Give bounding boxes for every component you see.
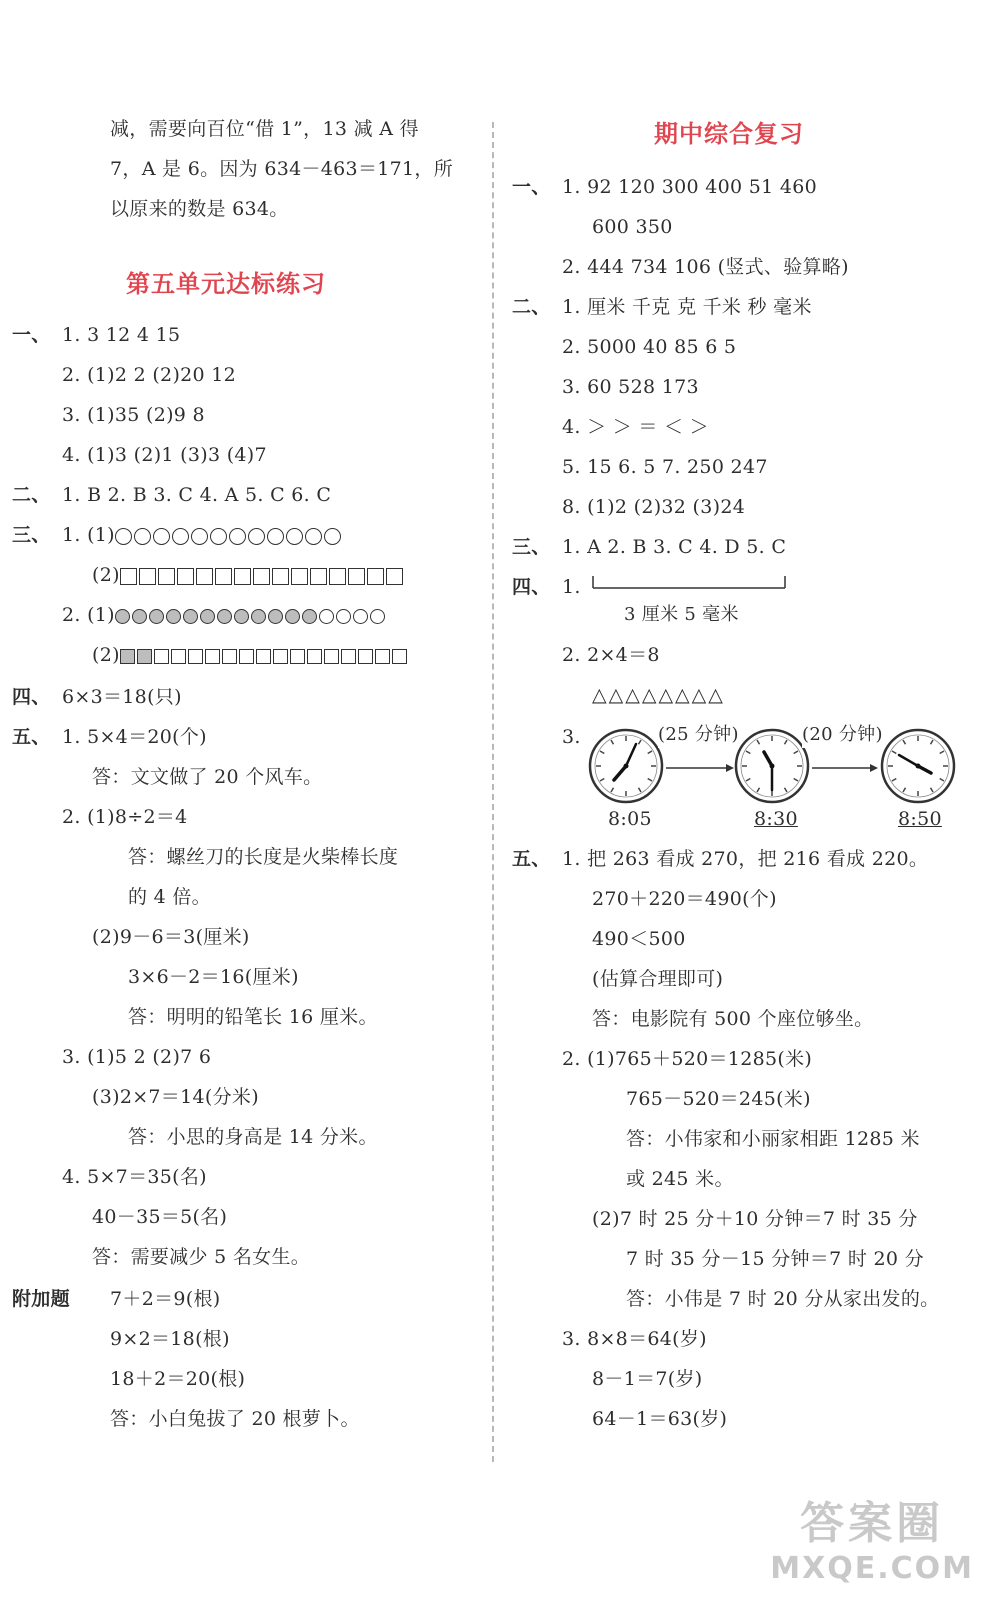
- s5-q2-answer-1: 答：螺丝刀的长度是火柴棒长度: [128, 846, 399, 868]
- arrow-1-icon: [666, 764, 734, 772]
- unit5-title: 第五单元达标练习: [126, 270, 326, 298]
- r-s5-q3a: 3. 8×8＝64(岁): [562, 1328, 707, 1350]
- s3-q2-row2: [92, 642, 407, 668]
- r-s5-q2c: (2)7 时 25 分＋10 分钟＝7 时 35 分: [592, 1208, 918, 1230]
- square-row-2: [120, 649, 407, 664]
- watermark-logo: [770, 1487, 974, 1586]
- r-s2-q5: 5. 15 6. 5 7. 250 247: [562, 456, 768, 478]
- r-s5-q2-answer-3: 答：小伟是 7 时 20 分从家出发的。: [626, 1288, 940, 1310]
- r-section-3-label: 三、: [512, 536, 551, 558]
- r-s4-q3: 3.: [562, 726, 581, 748]
- section-1-label: 一、: [12, 324, 51, 346]
- r-s2-q4: 4. ＞ ＞ ＝ ＜ ＞: [562, 416, 709, 438]
- clock-2-icon: [736, 730, 808, 802]
- r-s1-q1b: 600 350: [592, 216, 673, 238]
- s5-q3b: (3)2×7＝14(分米): [92, 1086, 259, 1108]
- s3-q1-row1: [62, 522, 341, 548]
- triangle-row: △△△△△△△△: [592, 684, 725, 706]
- s5-q2b: (2)9－6＝3(厘米): [92, 926, 250, 948]
- clock-1-icon: [590, 730, 662, 802]
- time-label-3: 8:50: [898, 808, 942, 830]
- r-s1-q2: 2. 444 734 106 (竖式、验算略): [562, 256, 849, 278]
- r-s5-q2b: 765－520＝245(米): [626, 1088, 811, 1110]
- bonus-line-3: 18＋2＝20(根): [110, 1368, 246, 1390]
- time-label-1: 8:05: [608, 808, 652, 830]
- circle-row-2: [115, 609, 385, 624]
- r-s5-q1b: 270＋220＝490(个): [592, 888, 777, 910]
- section-3-label: 三、: [12, 524, 51, 546]
- r-s2-q1: 1. 厘米 千克 克 千米 秒 毫米: [562, 296, 812, 318]
- section-5-label: 五、: [12, 726, 51, 748]
- r-s2-q8: 8. (1)2 (2)32 (3)24: [562, 496, 746, 518]
- s5-q1: 1. 5×4＝20(个): [62, 726, 207, 748]
- r-section-2-label: 二、: [512, 296, 551, 318]
- intro-line-2: 7，A 是 6。因为 634－463＝171，所: [110, 158, 454, 180]
- s3-q2b-label: (2): [92, 644, 120, 666]
- section-4-label: 四、: [12, 686, 51, 708]
- s5-q2-answer-3: 答：明明的铅笔长 16 厘米。: [128, 1006, 378, 1028]
- watermark-line-2: MXQE.COM: [770, 1551, 974, 1586]
- r-s3-answers: 1. A 2. B 3. C 4. D 5. C: [562, 536, 787, 558]
- s3-q1-row2: [92, 562, 403, 588]
- r-s5-q1a: 1. 把 263 看成 270，把 216 看成 220。: [562, 848, 929, 870]
- watermark-line-1: 答案圈: [800, 1498, 945, 1549]
- time-label-2: 8:30: [754, 808, 798, 830]
- intro-line-1: 减，需要向百位“借 1”，13 减 A 得: [110, 118, 419, 140]
- bonus-label: 附加题: [12, 1288, 70, 1310]
- segment-caption: 3 厘米 5 毫米: [624, 604, 739, 625]
- s2-answers: 1. B 2. B 3. C 4. A 5. C 6. C: [62, 484, 332, 506]
- s1-q1: 1. 3 12 4 15: [62, 324, 181, 346]
- r-s5-q1d: (估算合理即可): [592, 968, 724, 990]
- arrow-2-icon: [812, 764, 878, 772]
- midterm-title: 期中综合复习: [654, 120, 804, 148]
- line-segment: [592, 574, 788, 594]
- s3-q1a-label: 1. (1): [62, 524, 115, 546]
- s1-q2: 2. (1)2 2 (2)20 12: [62, 364, 237, 386]
- clock-3-icon: [882, 730, 954, 802]
- r-s5-q3c: 64－1＝63(岁): [592, 1408, 728, 1430]
- bonus-line-1: 7＋2＝9(根): [110, 1288, 221, 1310]
- r-s4-q1: 1.: [562, 576, 581, 598]
- section-2-label: 二、: [12, 484, 51, 506]
- r-s5-q1-answer: 答：电影院有 500 个座位够坐。: [592, 1008, 874, 1030]
- s5-q2-answer-2: 的 4 倍。: [128, 886, 211, 908]
- r-section-4-label: 四、: [512, 576, 551, 598]
- s5-q4a: 4. 5×7＝35(名): [62, 1166, 207, 1188]
- r-s5-q2-answer-2: 或 245 米。: [626, 1168, 734, 1190]
- s5-q1-answer: 答：文文做了 20 个风车。: [92, 766, 323, 788]
- s5-q3-answer: 答：小思的身高是 14 分米。: [128, 1126, 378, 1148]
- s5-q4b: 40－35＝5(名): [92, 1206, 228, 1228]
- duration-1: (25 分钟): [658, 722, 739, 748]
- column-divider: [492, 122, 494, 1462]
- r-section-5-label: 五、: [512, 848, 551, 870]
- r-s5-q3b: 8－1＝7(岁): [592, 1368, 703, 1390]
- s3-q2-row1: [62, 602, 385, 628]
- s3-q1b-label: (2): [92, 564, 120, 586]
- r-section-1-label: 一、: [512, 176, 551, 198]
- s1-q4: 4. (1)3 (2)1 (3)3 (4)7: [62, 444, 267, 466]
- s5-q3a: 3. (1)5 2 (2)7 6: [62, 1046, 212, 1068]
- r-s4-q2: 2. 2×4＝8: [562, 644, 660, 666]
- bonus-line-2: 9×2＝18(根): [110, 1328, 230, 1350]
- r-s5-q2a: 2. (1)765＋520＝1285(米): [562, 1048, 813, 1070]
- r-s5-q2d: 7 时 35 分－15 分钟＝7 时 20 分: [626, 1248, 924, 1270]
- square-row-1: [120, 568, 403, 585]
- duration-2: (20 分钟): [802, 722, 883, 748]
- intro-line-3: 以原来的数是 634。: [110, 198, 289, 220]
- r-s2-q2: 2. 5000 40 85 6 5: [562, 336, 737, 358]
- s1-q3: 3. (1)35 (2)9 8: [62, 404, 205, 426]
- s5-q4-answer: 答：需要减少 5 名女生。: [92, 1246, 311, 1268]
- s4-answer: 6×3＝18(只): [62, 686, 182, 708]
- r-s5-q1c: 490＜500: [592, 928, 686, 950]
- circle-row-1: [115, 528, 341, 545]
- s3-q2a-label: 2. (1): [62, 604, 115, 626]
- r-s2-q3: 3. 60 528 173: [562, 376, 699, 398]
- clock-sequence: [588, 718, 960, 814]
- r-s1-q1a: 1. 92 120 300 400 51 460: [562, 176, 817, 198]
- bonus-answer: 答：小白兔拔了 20 根萝卜。: [110, 1408, 360, 1430]
- r-s5-q2-answer-1: 答：小伟家和小丽家相距 1285 米: [626, 1128, 920, 1150]
- s5-q2a: 2. (1)8÷2＝4: [62, 806, 188, 828]
- s5-q2c: 3×6－2＝16(厘米): [128, 966, 299, 988]
